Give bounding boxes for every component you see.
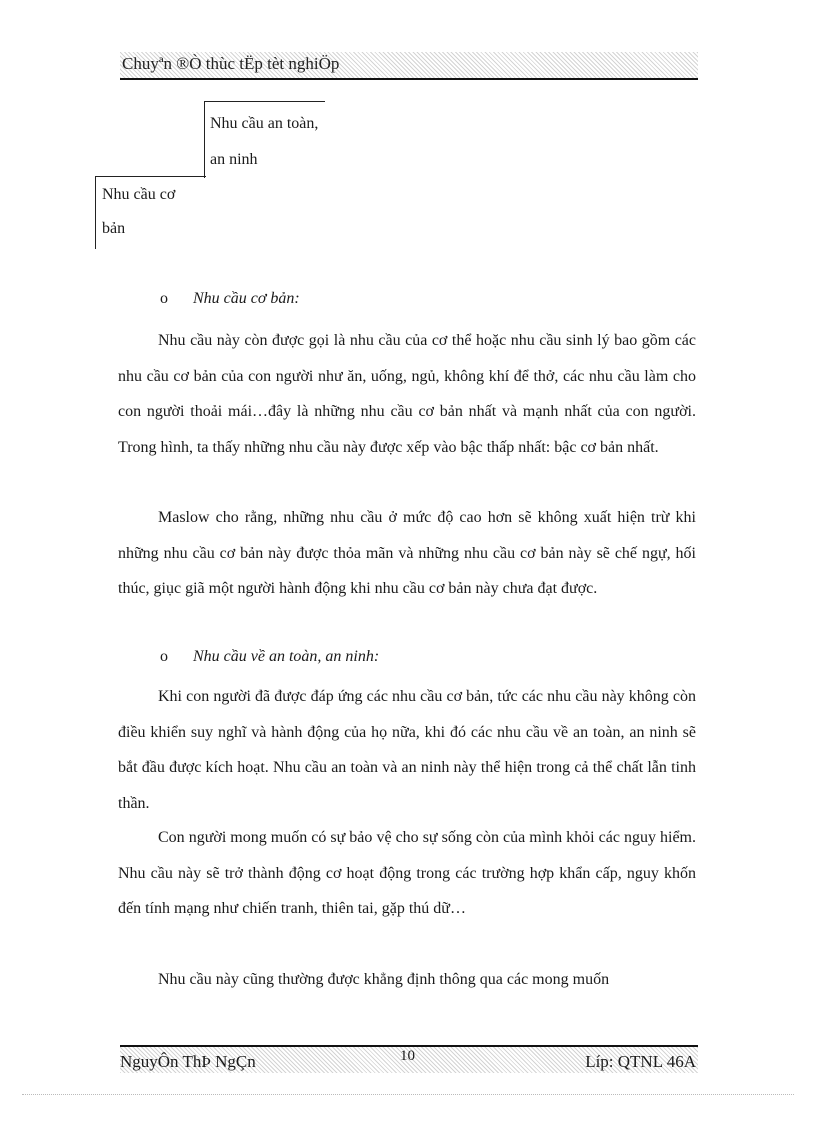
page-number: 10 xyxy=(400,1048,415,1064)
section-heading-text: Nhu cầu về an toàn, an ninh: xyxy=(193,648,380,665)
page-footer xyxy=(120,1045,698,1073)
section-heading-text: Nhu cầu cơ bản: xyxy=(193,290,300,307)
footer-author: NguyÔn ThÞ NgÇn xyxy=(120,1052,256,1071)
diagram-step-upper-label: Nhu cầu an toàn, an ninh xyxy=(210,115,319,168)
diagram-step-lower-label: Nhu cầu cơ bản xyxy=(102,186,176,237)
page-header xyxy=(120,52,698,80)
section-heading-safety-needs xyxy=(160,648,379,666)
page-edge-divider xyxy=(22,1094,794,1095)
paragraph: Khi con người đã được đáp ứng các nhu cầu cơ bản, tức các nhu cầu này không còn điều khiển suy nghĩ và hành động của họ nữa, khi đó các nhu cầu về an toàn, an ninh sẽ bắt đầu được kích hoạt. Nhu cầu an toàn và an ninh này thể hiện trong cả thể chất lẫn tinh thần. xyxy=(118,688,696,812)
section-heading-basic-needs xyxy=(160,290,300,308)
paragraph: Nhu cầu này cũng thường được khẳng định thông qua các mong muốn xyxy=(158,971,610,988)
bullet-marker: o xyxy=(160,290,168,307)
paragraph: Nhu cầu này còn được gọi là nhu cầu của cơ thể hoặc nhu cầu sinh lý bao gồm các nhu cầu cơ bản của con người như ăn, uống, ngủ, không khí để thở, các nhu cầu làm cho con người thoải mái…đây là những nhu cầu cơ bản nhất và mạnh nhất của con người. Trong hình, ta thấy những nhu cầu này được xếp vào bậc thấp nhất: bậc cơ bản nhất. xyxy=(118,332,696,456)
footer-class: Líp: QTNL 46A xyxy=(585,1052,696,1071)
header-title: Chuyªn ®Ò thùc tËp tèt nghiÖp xyxy=(122,54,340,73)
paragraph: Con người mong muốn có sự bảo vệ cho sự sống còn của mình khỏi các nguy hiểm. Nhu cầu này sẽ trở thành động cơ hoạt động trong các trường hợp khẩn cấp, nguy khốn đến tính mạng như chiến tranh, thiên tai, gặp thú dữ… xyxy=(118,829,696,917)
paragraph: Maslow cho rằng, những nhu cầu ở mức độ cao hơn sẽ không xuất hiện trừ khi những nhu cầu cơ bản này được thỏa mãn và những nhu cầu cơ bản này sẽ chế ngự, hối thúc, giục giã một người hành động khi nhu cầu cơ bản này chưa đạt được. xyxy=(118,509,696,597)
bullet-marker: o xyxy=(160,648,168,665)
